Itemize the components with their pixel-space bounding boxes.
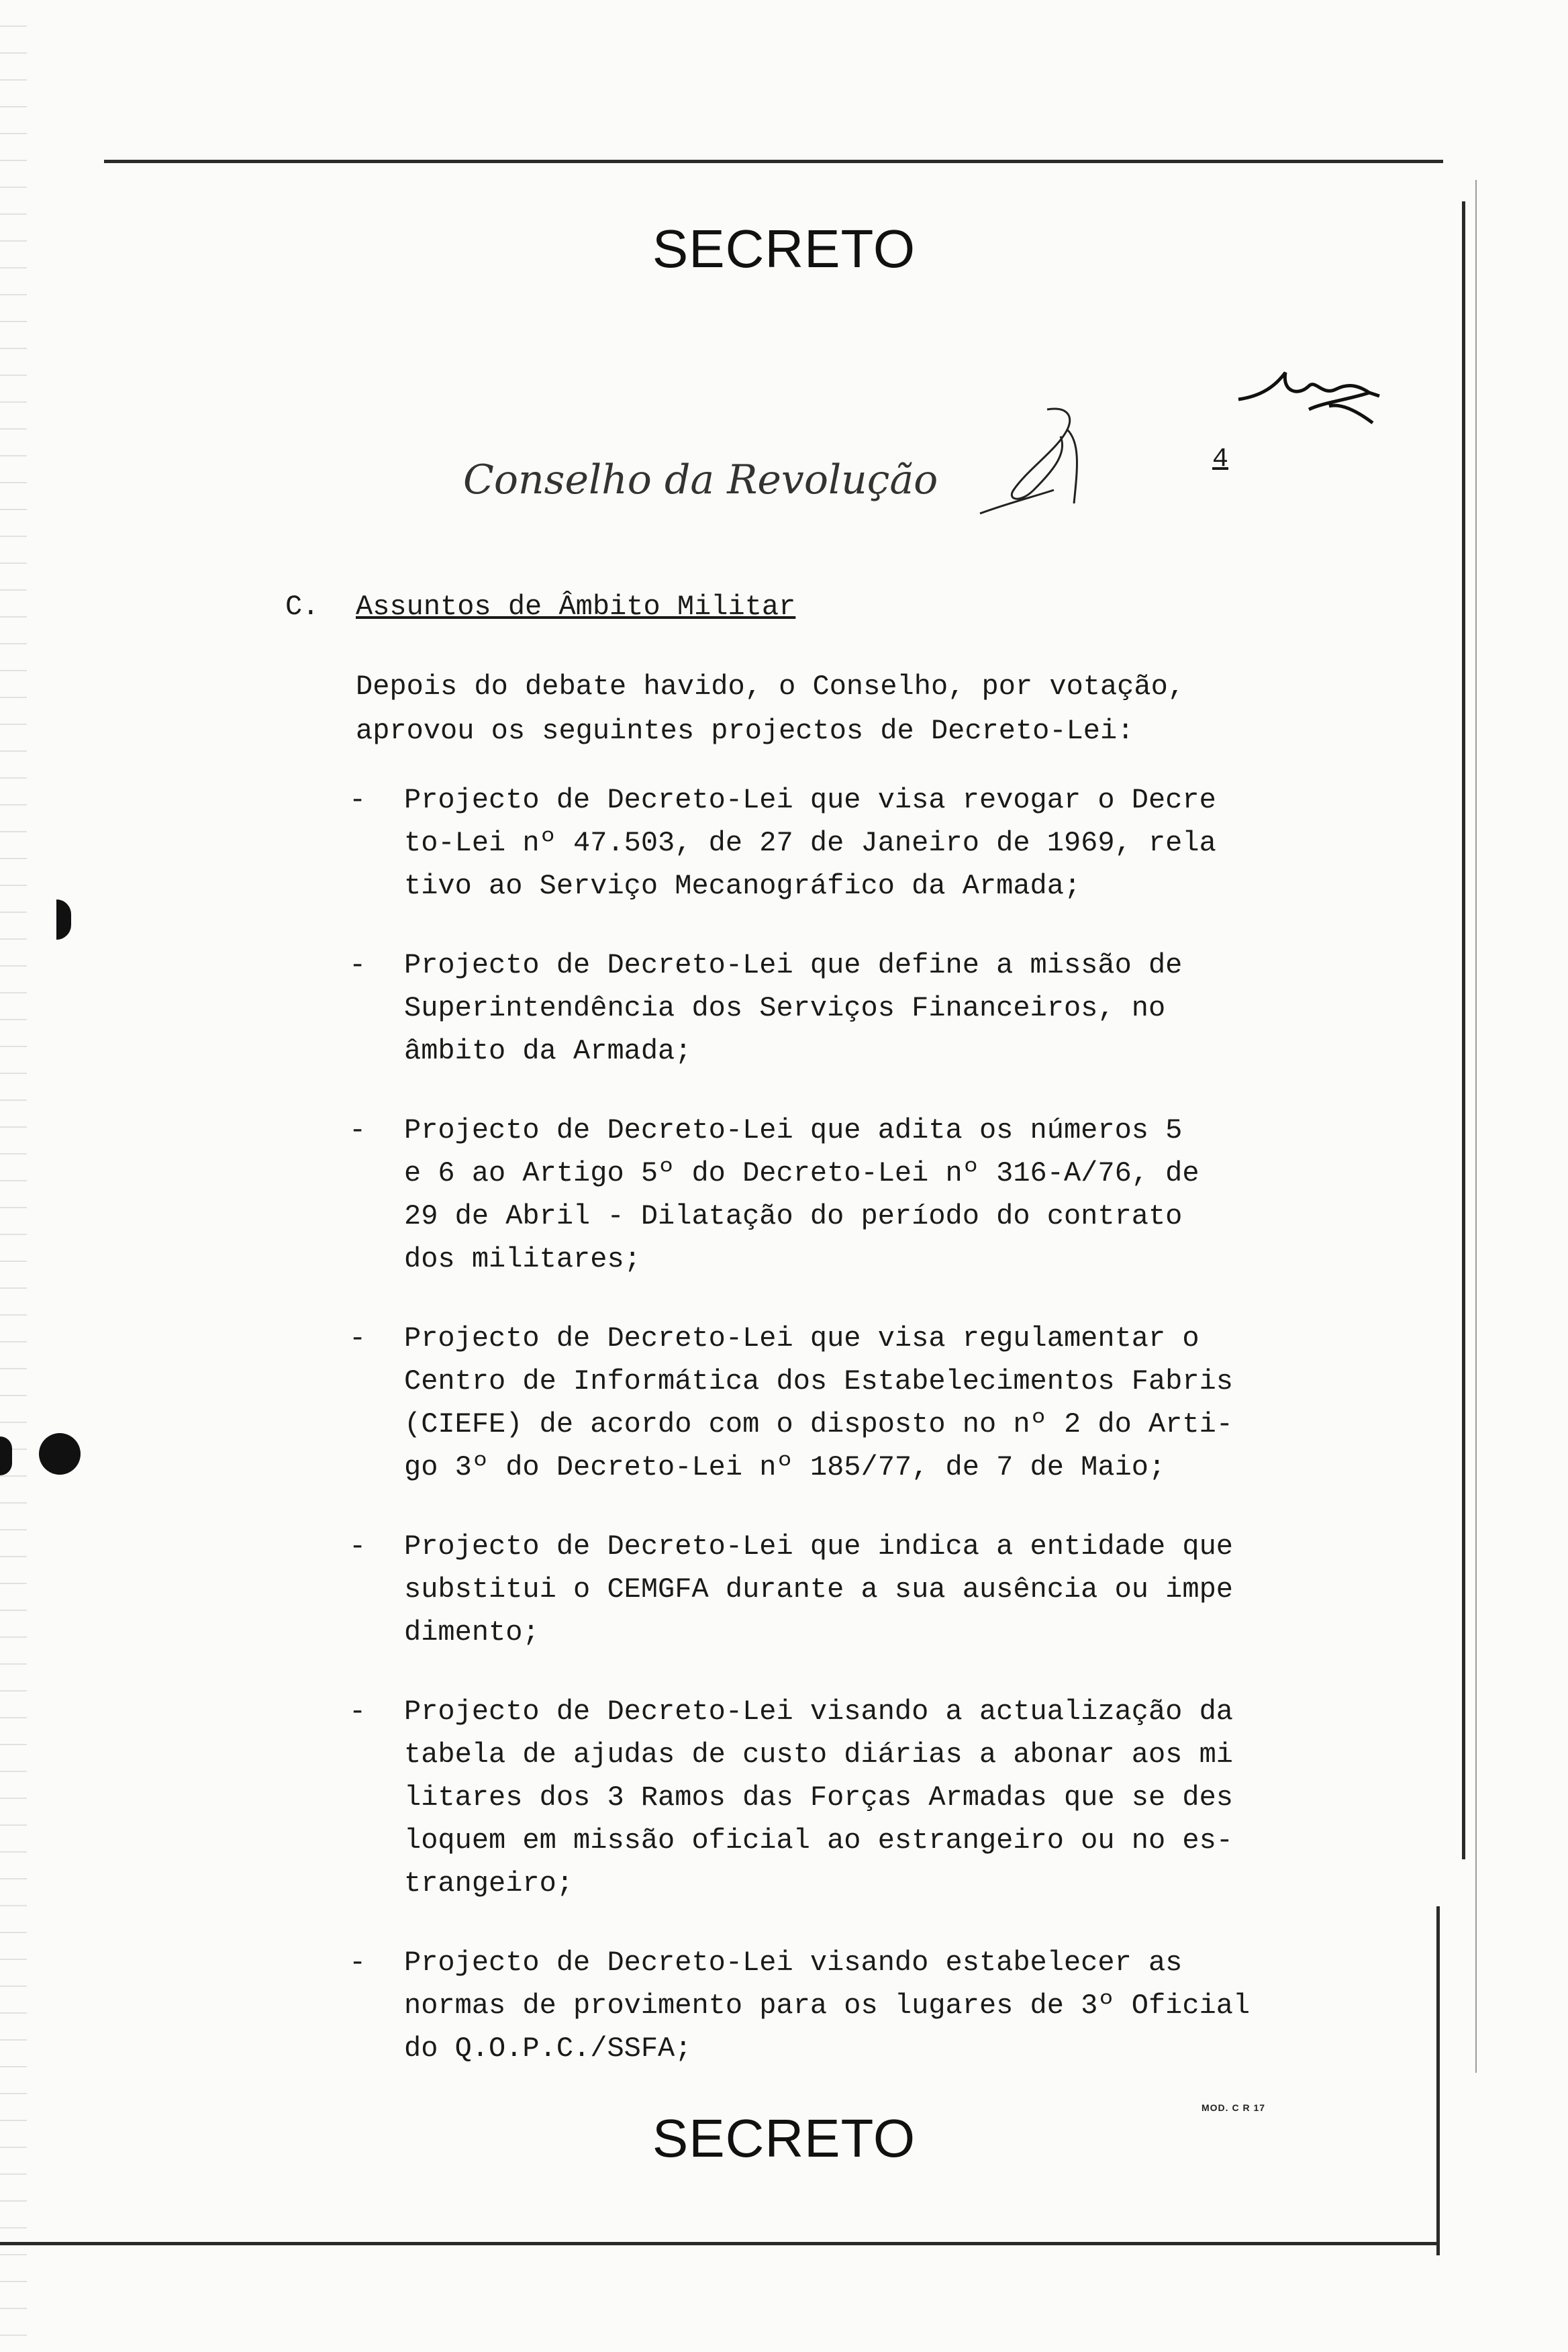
- list-dash: -: [349, 1530, 366, 1563]
- list-item-text: Projecto de Decreto-Lei que indica a entidade que substitui o CEMGFA durante a sua ausência ou impe dimento;: [404, 1530, 1234, 1649]
- top-border-line: [104, 160, 1443, 163]
- list-item-text: Projecto de Decreto-Lei que visa revogar o Decre to-Lei nº 47.503, de 27 de Janeiro de 1969, rela tivo ao Serviço Mecanográfico da Armada;: [404, 784, 1216, 902]
- form-code: MOD. C R 17: [1202, 2102, 1266, 2113]
- list-item: [349, 1690, 1322, 1905]
- list-dash: -: [349, 1322, 366, 1355]
- list-dash: -: [349, 1696, 366, 1728]
- list-item-text: Projecto de Decreto-Lei que visa regulamentar o Centro de Informática dos Estabelecimentos Fabris (CIEFE) de acordo com o disposto no nº 2 do Arti- go 3º do Decreto-Lei nº 185/77, de 7 de Maio;: [404, 1322, 1234, 1483]
- council-letterhead: Conselho da Revolução: [463, 456, 938, 503]
- list-item: [349, 1525, 1322, 1654]
- list-item-text: Projecto de Decreto-Lei que adita os números 5 e 6 ao Artigo 5º do Decreto-Lei nº 316-A/76, de 29 de Abril - Dilatação do período do contrato dos militares;: [404, 1114, 1199, 1275]
- section-letter: C.: [285, 591, 320, 623]
- list-item: [349, 779, 1322, 908]
- scan-edge-noise: [0, 0, 27, 2352]
- classification-stamp-top: SECRETO: [652, 219, 916, 279]
- section-title: Assuntos de Âmbito Militar: [356, 591, 796, 623]
- list-dash: -: [349, 949, 366, 981]
- right-border-line: [1462, 201, 1465, 1859]
- list-dash: -: [349, 1114, 366, 1146]
- page-number: 4: [1212, 444, 1229, 475]
- decree-list: [349, 779, 1322, 2106]
- punch-hole-mark: [0, 1436, 12, 1475]
- list-dash: -: [349, 1947, 366, 1979]
- list-item: [349, 1941, 1322, 2070]
- list-item-text: Projecto de Decreto-Lei que define a missão de Superintendência dos Serviços Financeiros, no âmbito da Armada;: [404, 949, 1183, 1067]
- right-border-outer-line: [1475, 180, 1477, 2073]
- list-item-text: Projecto de Decreto-Lei visando a actualização da tabela de ajudas de custo diárias a abonar aos mi litares dos 3 Ramos das Forças Armadas que se des loquem em missão oficial ao estrangeiro ou no es- trangeiro;: [404, 1696, 1234, 1900]
- list-item-text: Projecto de Decreto-Lei visando estabelecer as normas de provimento para os lugares de 3º Oficial do Q.O.P.C./SSFA;: [404, 1947, 1251, 2065]
- list-item: [349, 1317, 1322, 1489]
- punch-hole: [39, 1433, 81, 1475]
- list-item: [349, 1109, 1322, 1281]
- list-dash: -: [349, 784, 366, 816]
- bottom-border-line: [0, 2242, 1436, 2245]
- list-item: [349, 944, 1322, 1073]
- rubric-signature: [1235, 359, 1396, 446]
- classification-stamp-bottom: SECRETO: [652, 2108, 916, 2168]
- right-border-lower-line: [1436, 1906, 1440, 2255]
- section-heading: [285, 591, 795, 623]
- intro-paragraph: Depois do debate havido, o Conselho, por votação, aprovou os seguintes projectos de Decreto-Lei:: [356, 671, 1185, 747]
- punch-hole-mark: [56, 899, 71, 940]
- initials-signature: [967, 389, 1108, 524]
